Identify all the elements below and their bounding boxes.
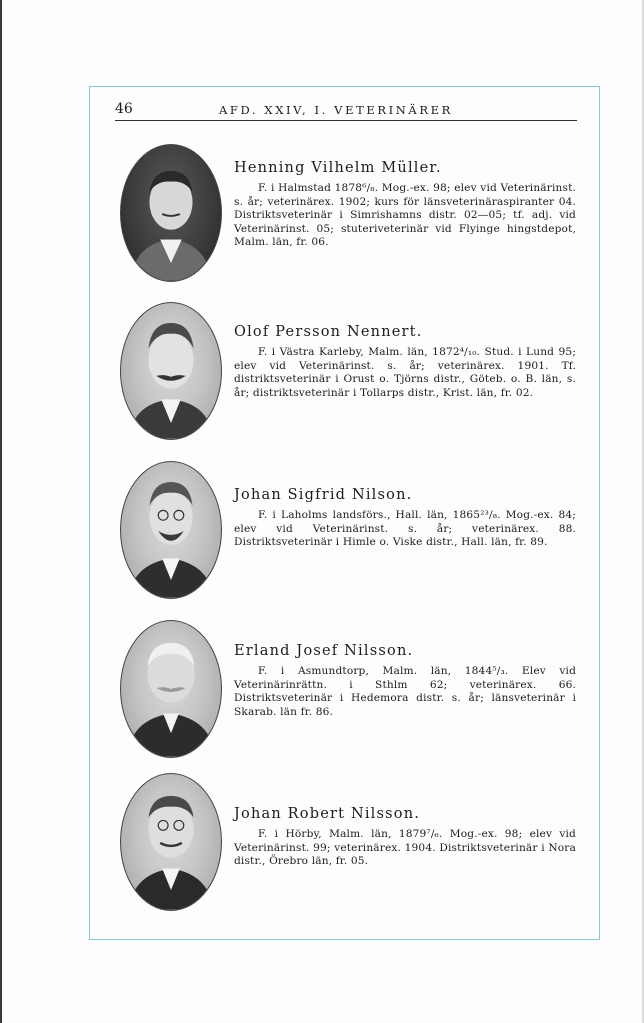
portrait-figure-icon <box>121 621 221 757</box>
entry-bio: F. i Halmstad 1878⁶/₈. Mog.-ex. 98; elev vid Veterinärinst. s. år; veterinärex. 1902; kurs för länsveterinäraspiranter 04. Distriktsveterinär i Simrishamns distr. 02—05; tf. adj. vid Veterinärinst. 05; stuteriveterinär vid Flyinge hingstdepot, Malm. län, fr. 06. <box>234 182 576 249</box>
entry-bio: F. i Asmundtorp, Malm. län, 1844⁵/₃. Elev vid Veterinärinrättn. i Sthlm 62; veterinärex. 66. Distriktsveterinär i Hedemora distr. s. år; länsveterinär i Skarab. län fr. 86. <box>234 665 576 718</box>
entry-name: Olof Persson Nennert. <box>234 324 423 340</box>
portrait-photo <box>120 144 222 282</box>
portrait-figure-icon <box>121 774 221 910</box>
portrait-photo <box>120 773 222 911</box>
entry-bio: F. i Västra Karleby, Malm. län, 1872⁴/₁₀. Stud. i Lund 95; elev vid Veterinärinst. s. år; veterinärex. 1901. Tf. distriktsveterinär i Orust o. Tjörns distr., Göteb. o. B. län, s. år; distriktsveterinär i Tollarps distr., Krist. län, fr. 02. <box>234 346 576 399</box>
section-title: AFD. XXIV, I. VETERINÄRER <box>219 103 453 117</box>
entry-name: Johan Robert Nilsson. <box>234 806 421 822</box>
page-number: 46 <box>115 101 133 117</box>
entry-name: Henning Vilhelm Müller. <box>234 160 442 176</box>
entry-bio: F. i Laholms landsförs., Hall. län, 1865²³/₈. Mog.-ex. 84; elev vid Veterinärinst. s. år; veterinärex. 88. Distriktsveterinär i Himle o. Viske distr., Hall. län, fr. 89. <box>234 509 576 549</box>
portrait-figure-icon <box>121 462 221 598</box>
entry-bio: F. i Hörby, Malm. län, 1879⁷/₆. Mog.-ex. 98; elev vid Veterinärinst. 99; veterinärex. 1904. Distriktsveterinär i Nora distr., Örebro län, fr. 05. <box>234 828 576 868</box>
portrait-photo <box>120 461 222 599</box>
entry-name: Johan Sigfrid Nilson. <box>234 487 413 503</box>
running-head <box>115 101 577 121</box>
portrait-figure-icon <box>121 303 221 439</box>
portrait-figure-icon <box>121 145 221 281</box>
portrait-photo <box>120 302 222 440</box>
entry-name: Erland Josef Nilsson. <box>234 643 414 659</box>
portrait-photo <box>120 620 222 758</box>
